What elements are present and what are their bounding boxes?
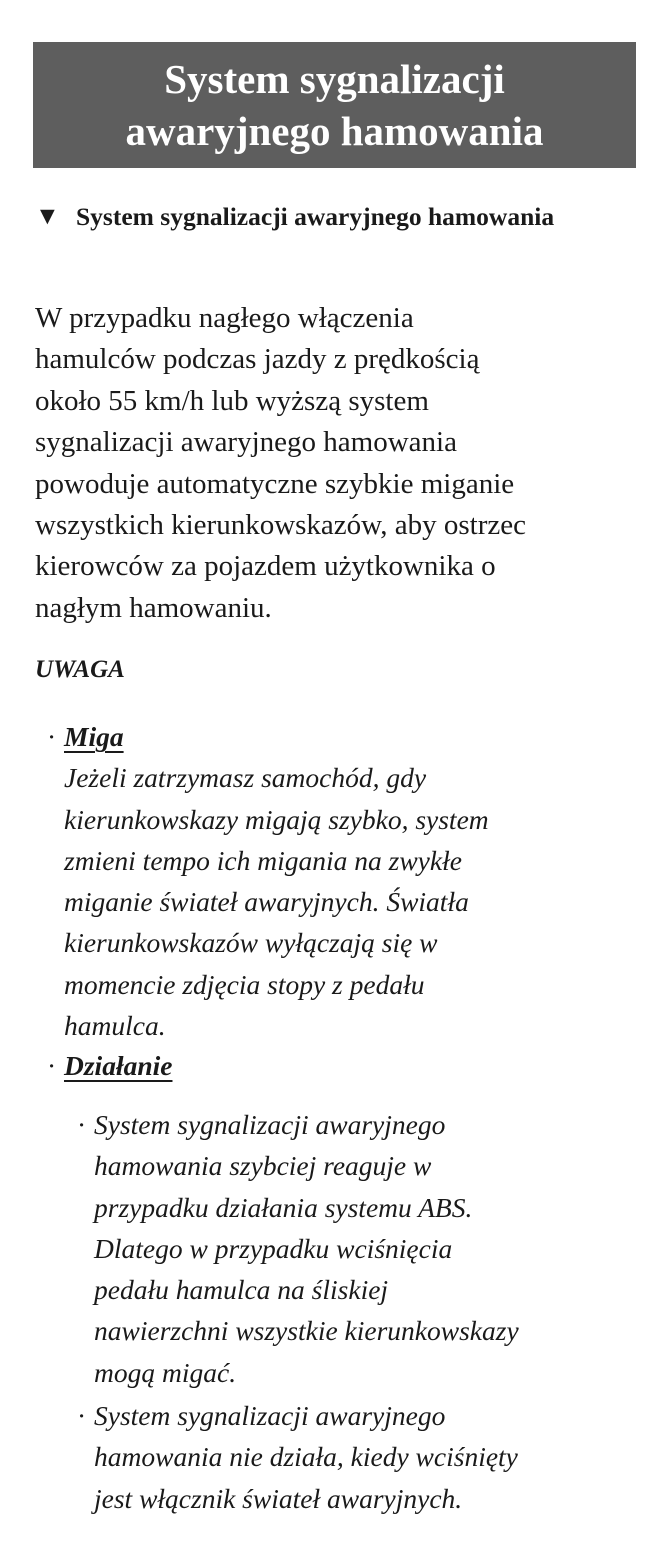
bullet-dot-icon: · [47, 721, 57, 752]
note-line: Jeżeli zatrzymasz samochód, gdy [64, 762, 427, 794]
intro-line: sygnalizacji awaryjnego hamowania [35, 426, 457, 459]
intro-line: nagłym hamowaniu. [35, 591, 272, 624]
intro-line: W przypadku nagłego włączenia [35, 302, 414, 334]
note-label: UWAGA [35, 656, 125, 683]
note-subitem [77, 1104, 654, 1393]
intro-line: wszystkich kierunkowskazów, aby ostrzec [35, 509, 526, 542]
section-heading [35, 197, 635, 236]
bullet-dot-icon: · [77, 1400, 87, 1431]
triangle-down-icon: ▼ [35, 203, 60, 230]
note-subitem [77, 1395, 654, 1519]
note-line: hamowania szybciej reaguje w [94, 1150, 432, 1182]
note-line: pedału hamulca na śliskiej [94, 1274, 389, 1306]
section-heading-text: System sygnalizacji awaryjnego hamowania [76, 202, 555, 231]
note-item-body [64, 757, 664, 1046]
note-item-miga [47, 716, 664, 1046]
note-line: mogą migać. [94, 1356, 237, 1388]
intro-paragraph [35, 298, 647, 629]
note-line: miganie świateł awaryjnych. Światła [64, 886, 469, 918]
bullet-dot-icon: · [77, 1109, 87, 1140]
page-title-line-1: System sygnalizacji [164, 56, 505, 102]
note-item-title: Działanie [64, 1050, 173, 1081]
page-title-banner [33, 42, 636, 168]
note-line: System sygnalizacji awaryjnego [94, 1400, 446, 1431]
note-line: hamulca. [64, 1010, 166, 1042]
note-line: kierunkowskazy migają szybko, system [64, 803, 489, 835]
note-line: jest włącznik świateł awaryjnych. [94, 1482, 463, 1514]
intro-line: hamulców podczas jazdy z prędkością [35, 343, 480, 376]
note-line: nawierzchni wszystkie kierunkowskazy [94, 1315, 519, 1347]
bullet-dot-icon: · [47, 1050, 57, 1081]
note-line: momencie zdjęcia stopy z pedału [64, 968, 425, 1000]
intro-line: powoduje automatyczne szybkie miganie [35, 467, 515, 500]
page-title [126, 53, 544, 157]
note-line: zmieni tempo ich migania na zwykłe [64, 844, 462, 876]
note-line: System sygnalizacji awaryjnego [94, 1109, 446, 1140]
intro-line: kierowców za pojazdem użytkownika o [35, 550, 496, 583]
intro-line: około 55 km/h lub wyższą system [35, 384, 429, 417]
note-line: Dlatego w przypadku wciśnięcia [94, 1232, 453, 1264]
note-line: hamowania nie działa, kiedy wciśnięty [94, 1441, 518, 1473]
note-item-dzialanie [47, 1045, 664, 1086]
note-line: przypadku działania systemu ABS. [94, 1191, 473, 1223]
note-item-title: Miga [64, 721, 124, 752]
note-line: kierunkowskazów wyłączają się w [64, 927, 438, 959]
page-title-line-2: awaryjnego hamowania [125, 108, 544, 154]
